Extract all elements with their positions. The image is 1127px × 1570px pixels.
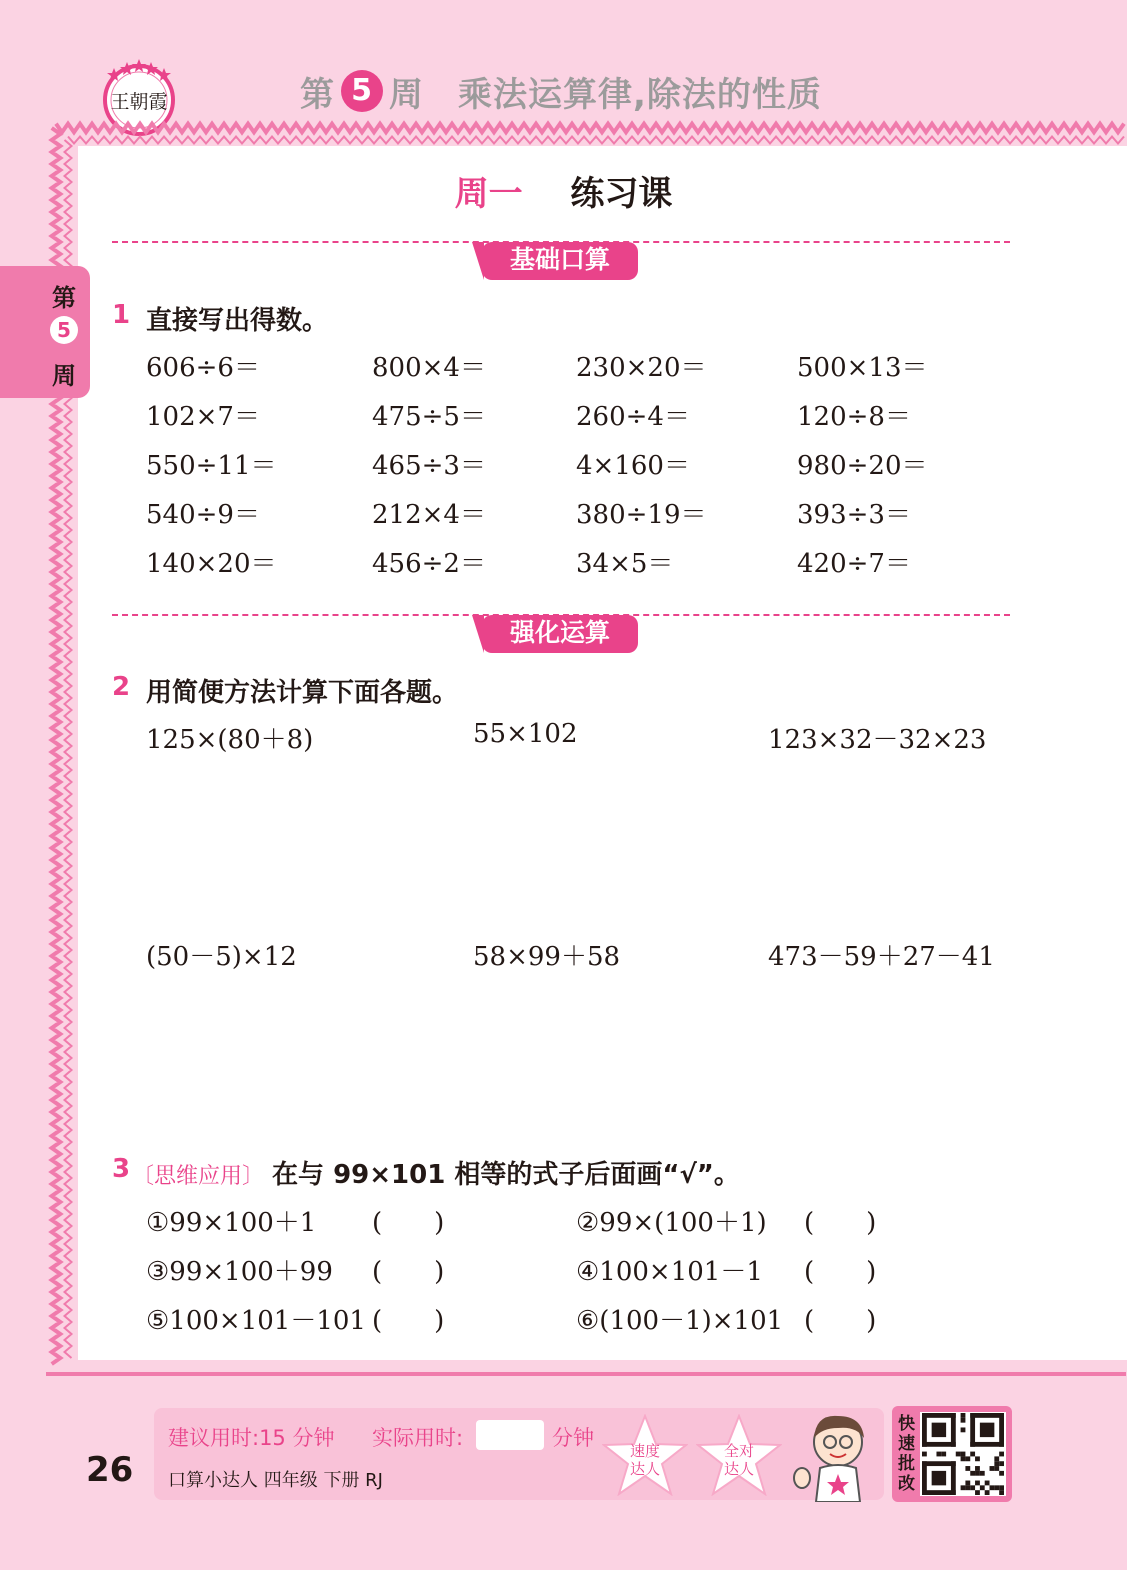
speed-badge-label: [602, 1442, 688, 1478]
simplify-expression: 58×99＋58: [473, 942, 621, 972]
mental-math-item: 980÷20＝: [797, 451, 928, 481]
answer-parentheses[interactable]: ( ): [804, 1257, 877, 1287]
minutes-label: 分钟: [552, 1426, 594, 1450]
simplify-expression: 125×(80＋8): [146, 725, 314, 755]
section-tag-basic: 基础口算: [482, 242, 638, 280]
mental-math-item: 212×4＝: [372, 500, 486, 530]
mental-math-item: 500×13＝: [797, 353, 928, 383]
actual-time-label: 实际用时:: [372, 1426, 464, 1450]
question-text: [132, 1154, 740, 1191]
mental-math-item: 550÷11＝: [146, 451, 277, 481]
week-side-tab[interactable]: [0, 266, 90, 398]
mental-math-item: 260÷4＝: [576, 402, 690, 432]
question-number: 1: [112, 300, 131, 330]
week-prefix: 第: [300, 74, 335, 115]
question-body: 在与 99×101 相等的式子后面画“√”。: [272, 1160, 740, 1190]
mascot-boy-icon: [786, 1408, 882, 1502]
mental-math-item: 465÷3＝: [372, 451, 486, 481]
correct-badge-line2: 达人: [723, 1460, 754, 1478]
section-tag-advanced: 强化运算: [482, 615, 638, 653]
answer-parentheses[interactable]: ( ): [372, 1208, 445, 1238]
speed-badge-line2: 达人: [629, 1460, 660, 1478]
svg-text:王朝霞: 王朝霞: [110, 91, 168, 113]
topic-title: 乘法运算律,除法的性质: [458, 74, 822, 115]
lesson-label: 练习课: [570, 174, 673, 214]
actual-time-field[interactable]: [476, 1420, 544, 1450]
mental-math-item: 120÷8＝: [797, 402, 911, 432]
mental-math-item: 230×20＝: [576, 353, 707, 383]
simplify-expression: 55×102: [473, 719, 578, 749]
mental-math-item: 34×5＝: [576, 549, 674, 579]
correct-badge-line1: 全对: [723, 1442, 754, 1460]
qr-code-icon[interactable]: [920, 1412, 1006, 1496]
question-text: 用简便方法计算下面各题。: [146, 678, 459, 708]
answer-parentheses[interactable]: ( ): [804, 1306, 877, 1336]
mental-math-item: 540÷9＝: [146, 500, 260, 530]
answer-parentheses[interactable]: ( ): [372, 1306, 445, 1336]
mental-math-item: 140×20＝: [146, 549, 277, 579]
mental-math-item: 380÷19＝: [576, 500, 707, 530]
question-text: 直接写出得数。: [146, 306, 329, 336]
week-topic-header: [300, 66, 822, 116]
option-expression: ④100×101－1: [576, 1257, 763, 1287]
correct-badge-label: [696, 1442, 782, 1478]
side-tab-top: 第: [52, 284, 76, 312]
simplify-expression: (50－5)×12: [146, 942, 297, 972]
answer-parentheses[interactable]: ( ): [804, 1208, 877, 1238]
option-expression: ①99×100＋1: [146, 1208, 317, 1238]
answer-parentheses[interactable]: ( ): [372, 1257, 445, 1287]
day-label: 周一: [454, 174, 523, 214]
footer-wave-border: [46, 1360, 1127, 1400]
mental-math-item: 475÷5＝: [372, 402, 486, 432]
option-expression: ⑤100×101－101: [146, 1306, 366, 1336]
side-tab-number: 5: [50, 316, 78, 344]
mental-math-item: 393÷3＝: [797, 500, 911, 530]
day-title: [0, 166, 1127, 215]
mental-math-item: 420÷7＝: [797, 549, 911, 579]
option-expression: ③99×100＋99: [146, 1257, 333, 1287]
option-expression: ②99×(100＋1): [576, 1208, 767, 1238]
week-suffix: 周: [389, 74, 424, 115]
page-number: 26: [86, 1450, 134, 1490]
simplify-expression: 123×32－32×23: [768, 725, 987, 755]
book-info: 口算小达人 四年级 下册 RJ: [168, 1470, 383, 1491]
question-number: 3: [112, 1154, 131, 1184]
mental-math-item: 4×160＝: [576, 451, 690, 481]
side-tab-bottom: 周: [52, 362, 76, 390]
option-expression: ⑥(100－1)×101: [576, 1306, 784, 1336]
mental-math-item: 456÷2＝: [372, 549, 486, 579]
quick-grade-label: 快速批改: [898, 1414, 915, 1494]
question-number: 2: [112, 672, 131, 702]
speed-badge-line1: 速度: [629, 1442, 660, 1460]
mental-math-item: 102×7＝: [146, 402, 260, 432]
week-number-badge: 5: [341, 70, 383, 112]
suggested-time: 建议用时:15 分钟: [168, 1426, 335, 1450]
mental-math-item: 606÷6＝: [146, 353, 260, 383]
question-category: 〔思维应用〕: [132, 1164, 265, 1189]
mental-math-item: 800×4＝: [372, 353, 486, 383]
simplify-expression: 473－59＋27－41: [768, 942, 995, 972]
